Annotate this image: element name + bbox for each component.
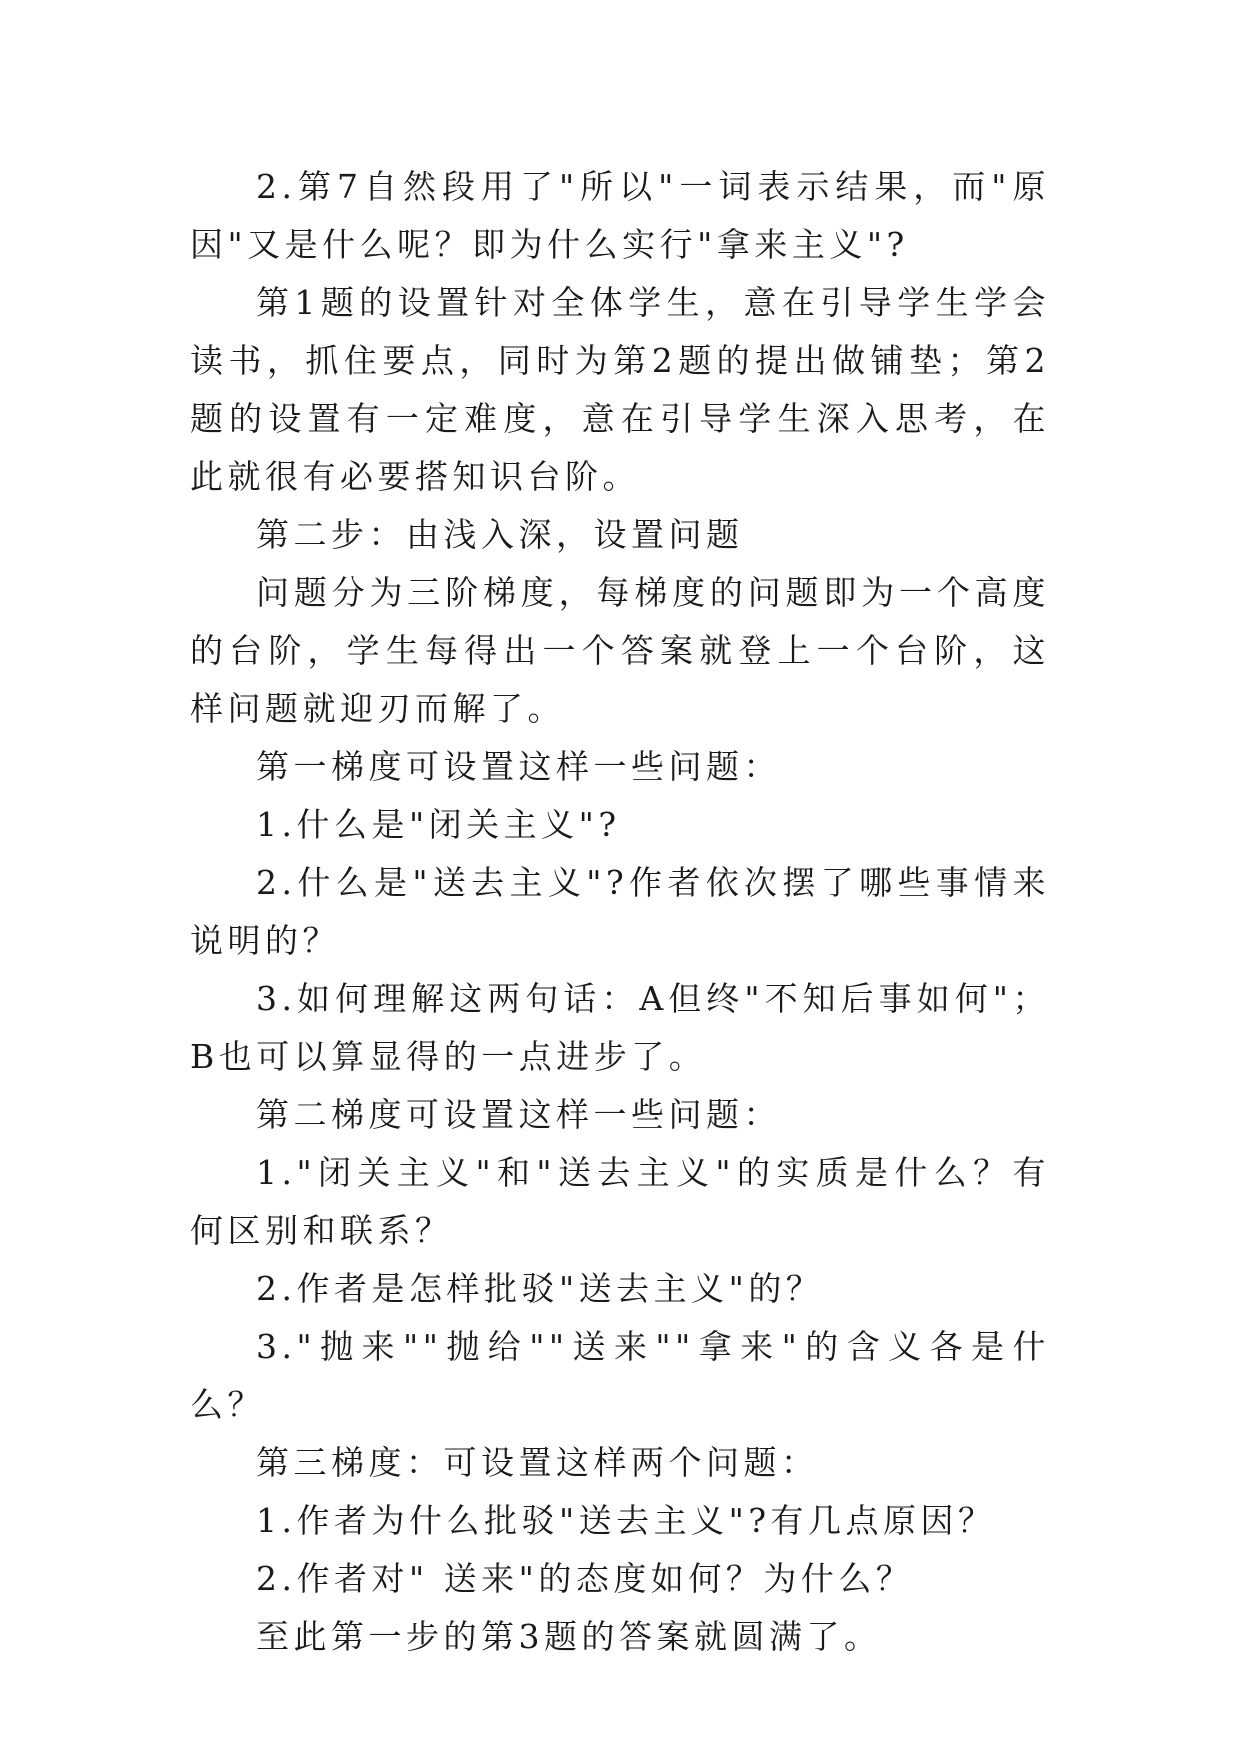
paragraph-level-one-q3: 3.如何理解这两句话：A但终"不知后事如何"；B也可以算显得的一点进步了。 (190, 979, 1050, 1076)
paragraph-level-two-q2: 2.作者是怎样批驳"送去主义"的？ (256, 1269, 824, 1308)
document-page (190, 158, 1050, 1666)
paragraph-level-three-q1: 1.作者为什么批驳"送去主义"?有几点原因？ (256, 1501, 996, 1540)
paragraph-level-three-q2: 2.作者对" 送来"的态度如何？为什么？ (256, 1559, 914, 1598)
paragraph-conclusion: 至此第一步的第3题的答案就圆满了。 (256, 1617, 882, 1656)
paragraph-level-two-heading: 第二梯度可设置这样一些问题： (256, 1095, 781, 1134)
paragraph-design-explanation: 第1题的设置针对全体学生，意在引导学生学会读书，抓住要点，同时为第2题的提出做铺垫；第2题的设置有一定难度，意在引导学生深入思考，在此就很有必要搭知识台阶。 (190, 283, 1050, 496)
paragraph-step-two-heading: 第二步：由浅入深，设置问题 (256, 515, 744, 554)
paragraph-level-two-q3: 3."抛来""抛给""送来""拿来"的含义各是什么？ (190, 1327, 1050, 1424)
paragraph-level-two-q1: 1."闭关主义"和"送去主义"的实质是什么？有何区别和联系？ (190, 1153, 1050, 1250)
paragraph-level-one-q2: 2.什么是"送去主义"?作者依次摆了哪些事情来说明的？ (190, 863, 1050, 960)
paragraph-three-levels: 问题分为三阶梯度，每梯度的问题即为一个高度的台阶，学生每得出一个答案就登上一个台阶，这样问题就迎刃而解了。 (190, 573, 1050, 728)
paragraph-level-three-heading: 第三梯度：可设置这样两个问题： (256, 1443, 819, 1482)
paragraph-question-2-cause: 2.第7自然段用了"所以"一词表示结果，而"原因"又是什么呢？即为什么实行"拿来主义"? (190, 167, 1050, 264)
paragraph-level-one-q1: 1.什么是"闭关主义"? (256, 805, 621, 844)
paragraph-level-one-heading: 第一梯度可设置这样一些问题： (256, 747, 781, 786)
